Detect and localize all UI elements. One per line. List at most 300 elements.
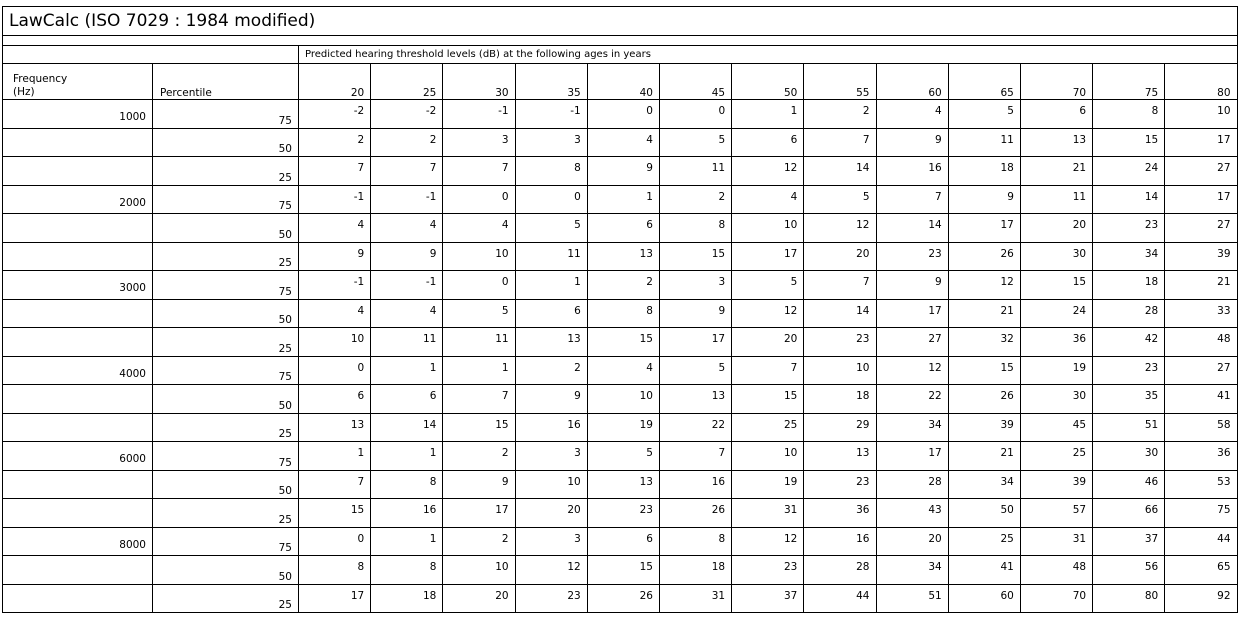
percentile-cell[interactable]: 75	[153, 185, 299, 214]
threshold-value-cell[interactable]: 11	[371, 328, 443, 357]
threshold-value-cell[interactable]: 92	[1165, 584, 1237, 613]
threshold-value-cell[interactable]: 14	[371, 413, 443, 442]
age-header[interactable]: 55	[804, 64, 876, 100]
threshold-value-cell[interactable]: 20	[515, 499, 587, 528]
threshold-value-cell[interactable]: 15	[732, 385, 804, 414]
percentile-cell[interactable]: 25	[153, 242, 299, 271]
table-row	[3, 214, 1238, 243]
threshold-value-cell[interactable]: 2	[443, 442, 515, 471]
threshold-value-cell[interactable]: 23	[515, 584, 587, 613]
caption-row	[3, 46, 1238, 64]
sheet-title[interactable]: LawCalc (ISO 7029 : 1984 modified)	[3, 7, 1238, 36]
percentile-cell[interactable]: 75	[153, 527, 299, 556]
table-row	[3, 328, 1238, 357]
threshold-value-cell[interactable]: 11	[1020, 185, 1092, 214]
threshold-value-cell[interactable]: 15	[659, 242, 731, 271]
threshold-value-cell[interactable]: -1	[443, 100, 515, 129]
age-header[interactable]: 80	[1165, 64, 1237, 100]
threshold-value-cell[interactable]: 34	[876, 556, 948, 585]
threshold-value-cell[interactable]: 5	[659, 128, 731, 157]
threshold-value-cell[interactable]: 15	[948, 356, 1020, 385]
threshold-value-cell[interactable]: 4	[299, 214, 371, 243]
threshold-value-cell[interactable]: 21	[948, 442, 1020, 471]
threshold-value-cell[interactable]: 80	[1093, 584, 1165, 613]
percentile-cell[interactable]: 50	[153, 214, 299, 243]
threshold-value-cell[interactable]: 41	[1165, 385, 1237, 414]
threshold-value-cell[interactable]: 23	[587, 499, 659, 528]
threshold-value-cell[interactable]: 8	[587, 299, 659, 328]
threshold-value-cell[interactable]: 31	[732, 499, 804, 528]
frequency-cell[interactable]	[3, 584, 153, 613]
threshold-value-cell[interactable]: 2	[587, 271, 659, 300]
threshold-value-cell[interactable]: 7	[804, 271, 876, 300]
threshold-value-cell[interactable]: 10	[443, 556, 515, 585]
threshold-value-cell[interactable]: 15	[299, 499, 371, 528]
threshold-value-cell[interactable]: 9	[299, 242, 371, 271]
percentile-cell[interactable]: 50	[153, 385, 299, 414]
threshold-value-cell[interactable]: 48	[1165, 328, 1237, 357]
frequency-cell[interactable]	[3, 128, 153, 157]
frequency-cell[interactable]	[3, 470, 153, 499]
threshold-value-cell[interactable]: 23	[1093, 214, 1165, 243]
table-caption[interactable]: Predicted hearing threshold levels (dB) at the following ages in years	[299, 46, 1238, 64]
threshold-value-cell[interactable]: 5	[804, 185, 876, 214]
threshold-value-cell[interactable]: 8	[299, 556, 371, 585]
threshold-value-cell[interactable]: 34	[948, 470, 1020, 499]
threshold-value-cell[interactable]: -2	[299, 100, 371, 129]
threshold-value-cell[interactable]: 17	[443, 499, 515, 528]
threshold-value-cell[interactable]: 12	[876, 356, 948, 385]
threshold-value-cell[interactable]: 4	[876, 100, 948, 129]
table-row	[3, 271, 1238, 300]
percentile-cell[interactable]: 50	[153, 556, 299, 585]
threshold-value-cell[interactable]: -1	[371, 185, 443, 214]
threshold-value-cell[interactable]: 44	[1165, 527, 1237, 556]
threshold-value-cell[interactable]: 39	[1165, 242, 1237, 271]
threshold-value-cell[interactable]: 13	[587, 242, 659, 271]
threshold-value-cell[interactable]: 14	[876, 214, 948, 243]
threshold-value-cell[interactable]: 9	[587, 157, 659, 186]
threshold-value-cell[interactable]: 6	[1020, 100, 1092, 129]
percentile-cell[interactable]: 50	[153, 128, 299, 157]
threshold-value-cell[interactable]: 5	[515, 214, 587, 243]
threshold-value-cell[interactable]: 36	[1020, 328, 1092, 357]
threshold-value-cell[interactable]: 8	[371, 556, 443, 585]
threshold-value-cell[interactable]: 56	[1093, 556, 1165, 585]
threshold-value-cell[interactable]: 1	[732, 100, 804, 129]
threshold-value-cell[interactable]: 6	[587, 527, 659, 556]
threshold-value-cell[interactable]: 19	[732, 470, 804, 499]
percentile-header[interactable]: Percentile	[153, 64, 299, 100]
threshold-value-cell[interactable]: 37	[1093, 527, 1165, 556]
threshold-value-cell[interactable]: -1	[515, 100, 587, 129]
threshold-value-cell[interactable]: 5	[443, 299, 515, 328]
threshold-value-cell[interactable]: 30	[1093, 442, 1165, 471]
threshold-value-cell[interactable]: 15	[1020, 271, 1092, 300]
threshold-value-cell[interactable]: 12	[804, 214, 876, 243]
threshold-value-cell[interactable]: 29	[804, 413, 876, 442]
threshold-value-cell[interactable]: 16	[515, 413, 587, 442]
threshold-value-cell[interactable]: 11	[443, 328, 515, 357]
threshold-value-cell[interactable]: 12	[515, 556, 587, 585]
threshold-value-cell[interactable]: 20	[876, 527, 948, 556]
threshold-value-cell[interactable]: 25	[732, 413, 804, 442]
threshold-value-cell[interactable]: 12	[732, 299, 804, 328]
threshold-value-cell[interactable]: 26	[948, 242, 1020, 271]
frequency-cell[interactable]	[3, 413, 153, 442]
threshold-value-cell[interactable]: 28	[1093, 299, 1165, 328]
threshold-value-cell[interactable]: 75	[1165, 499, 1237, 528]
threshold-value-cell[interactable]: 27	[1165, 356, 1237, 385]
threshold-value-cell[interactable]: 31	[1020, 527, 1092, 556]
frequency-cell[interactable]: 8000	[3, 527, 153, 556]
frequency-cell[interactable]: 6000	[3, 442, 153, 471]
threshold-value-cell[interactable]: 13	[1020, 128, 1092, 157]
threshold-value-cell[interactable]: 13	[659, 385, 731, 414]
threshold-value-cell[interactable]: 5	[732, 271, 804, 300]
threshold-value-cell[interactable]: 21	[948, 299, 1020, 328]
caption-spacer-cell[interactable]	[3, 46, 299, 64]
threshold-value-cell[interactable]: 42	[1093, 328, 1165, 357]
threshold-value-cell[interactable]: -2	[371, 100, 443, 129]
threshold-value-cell[interactable]: 4	[587, 128, 659, 157]
frequency-cell[interactable]	[3, 385, 153, 414]
threshold-value-cell[interactable]: 17	[659, 328, 731, 357]
percentile-cell[interactable]: 75	[153, 100, 299, 129]
threshold-value-cell[interactable]: 30	[1020, 385, 1092, 414]
threshold-value-cell[interactable]: 17	[1165, 128, 1237, 157]
threshold-value-cell[interactable]: 6	[371, 385, 443, 414]
threshold-value-cell[interactable]: 4	[732, 185, 804, 214]
threshold-value-cell[interactable]: 24	[1093, 157, 1165, 186]
threshold-value-cell[interactable]: 27	[876, 328, 948, 357]
threshold-value-cell[interactable]: 2	[659, 185, 731, 214]
threshold-value-cell[interactable]: 26	[659, 499, 731, 528]
threshold-value-cell[interactable]: 4	[371, 299, 443, 328]
percentile-cell[interactable]: 75	[153, 271, 299, 300]
threshold-value-cell[interactable]: 27	[1165, 157, 1237, 186]
threshold-value-cell[interactable]: 15	[587, 556, 659, 585]
threshold-value-cell[interactable]: 31	[659, 584, 731, 613]
threshold-value-cell[interactable]: 10	[732, 442, 804, 471]
threshold-value-cell[interactable]: 21	[1165, 271, 1237, 300]
age-header[interactable]: 45	[659, 64, 731, 100]
threshold-value-cell[interactable]: 23	[876, 242, 948, 271]
percentile-cell[interactable]: 25	[153, 328, 299, 357]
threshold-value-cell[interactable]: 7	[299, 470, 371, 499]
percentile-cell[interactable]: 50	[153, 470, 299, 499]
threshold-value-cell[interactable]: 16	[876, 157, 948, 186]
threshold-value-cell[interactable]: 19	[587, 413, 659, 442]
threshold-value-cell[interactable]: 17	[876, 299, 948, 328]
percentile-cell[interactable]: 50	[153, 299, 299, 328]
threshold-value-cell[interactable]: 14	[804, 299, 876, 328]
threshold-value-cell[interactable]: 5	[587, 442, 659, 471]
threshold-value-cell[interactable]: 10	[804, 356, 876, 385]
threshold-value-cell[interactable]: 46	[1093, 470, 1165, 499]
threshold-value-cell[interactable]: 4	[371, 214, 443, 243]
age-header[interactable]: 30	[443, 64, 515, 100]
threshold-value-cell[interactable]: 18	[371, 584, 443, 613]
threshold-value-cell[interactable]: 28	[804, 556, 876, 585]
age-header[interactable]: 35	[515, 64, 587, 100]
threshold-value-cell[interactable]: 17	[299, 584, 371, 613]
percentile-cell[interactable]: 75	[153, 442, 299, 471]
table-row	[3, 584, 1238, 613]
threshold-value-cell[interactable]: 10	[443, 242, 515, 271]
threshold-value-cell[interactable]: 1	[371, 356, 443, 385]
threshold-value-cell[interactable]: 70	[1020, 584, 1092, 613]
threshold-value-cell[interactable]: 8	[371, 470, 443, 499]
threshold-value-cell[interactable]: 14	[804, 157, 876, 186]
threshold-value-cell[interactable]: 0	[587, 100, 659, 129]
threshold-value-cell[interactable]: 13	[804, 442, 876, 471]
threshold-value-cell[interactable]: 4	[299, 299, 371, 328]
frequency-cell[interactable]	[3, 499, 153, 528]
table-row	[3, 242, 1238, 271]
threshold-value-cell[interactable]: 6	[299, 385, 371, 414]
blank-row	[3, 36, 1238, 46]
threshold-value-cell[interactable]: 0	[443, 185, 515, 214]
threshold-value-cell[interactable]: 1	[443, 356, 515, 385]
threshold-value-cell[interactable]: 13	[299, 413, 371, 442]
threshold-value-cell[interactable]: 6	[515, 299, 587, 328]
frequency-cell[interactable]	[3, 299, 153, 328]
threshold-value-cell[interactable]: 10	[1165, 100, 1237, 129]
threshold-value-cell[interactable]: 48	[1020, 556, 1092, 585]
threshold-value-cell[interactable]: 10	[515, 470, 587, 499]
threshold-value-cell[interactable]: 1	[515, 271, 587, 300]
threshold-value-cell[interactable]: 44	[804, 584, 876, 613]
threshold-value-cell[interactable]: 9	[659, 299, 731, 328]
threshold-value-cell[interactable]: 12	[732, 157, 804, 186]
age-header[interactable]: 50	[732, 64, 804, 100]
threshold-value-cell[interactable]: 45	[1020, 413, 1092, 442]
threshold-value-cell[interactable]: 34	[1093, 242, 1165, 271]
threshold-value-cell[interactable]: 18	[659, 556, 731, 585]
threshold-value-cell[interactable]: 12	[948, 271, 1020, 300]
threshold-value-cell[interactable]: 4	[587, 356, 659, 385]
table-row	[3, 100, 1238, 129]
age-header[interactable]: 60	[876, 64, 948, 100]
title-row	[3, 7, 1238, 36]
threshold-value-cell[interactable]: 15	[1093, 128, 1165, 157]
threshold-value-cell[interactable]: 7	[371, 157, 443, 186]
threshold-value-cell[interactable]: 17	[1165, 185, 1237, 214]
age-header[interactable]: 25	[371, 64, 443, 100]
threshold-value-cell[interactable]: 18	[804, 385, 876, 414]
threshold-value-cell[interactable]: 66	[1093, 499, 1165, 528]
threshold-value-cell[interactable]: 1	[371, 527, 443, 556]
threshold-value-cell[interactable]: 16	[371, 499, 443, 528]
age-header[interactable]: 20	[299, 64, 371, 100]
threshold-value-cell[interactable]: 39	[1020, 470, 1092, 499]
threshold-value-cell[interactable]: 6	[587, 214, 659, 243]
threshold-value-cell[interactable]: 12	[732, 527, 804, 556]
threshold-value-cell[interactable]: 7	[443, 385, 515, 414]
threshold-value-cell[interactable]: 18	[1093, 271, 1165, 300]
frequency-cell[interactable]: 3000	[3, 271, 153, 300]
threshold-value-cell[interactable]: 1	[299, 442, 371, 471]
threshold-value-cell[interactable]: 22	[659, 413, 731, 442]
threshold-value-cell[interactable]: 7	[299, 157, 371, 186]
blank-cell[interactable]	[3, 36, 1238, 46]
threshold-value-cell[interactable]: 37	[732, 584, 804, 613]
percentile-cell[interactable]: 25	[153, 499, 299, 528]
threshold-value-cell[interactable]: 33	[1165, 299, 1237, 328]
threshold-value-cell[interactable]: 19	[1020, 356, 1092, 385]
threshold-value-cell[interactable]: 23	[804, 470, 876, 499]
threshold-value-cell[interactable]: 20	[804, 242, 876, 271]
frequency-cell[interactable]	[3, 242, 153, 271]
threshold-value-cell[interactable]: 2	[515, 356, 587, 385]
threshold-value-cell[interactable]: 7	[659, 442, 731, 471]
threshold-value-cell[interactable]: 6	[732, 128, 804, 157]
threshold-value-cell[interactable]: 16	[804, 527, 876, 556]
threshold-value-cell[interactable]: 8	[515, 157, 587, 186]
threshold-value-cell[interactable]: 51	[1093, 413, 1165, 442]
age-header[interactable]: 70	[1020, 64, 1092, 100]
threshold-value-cell[interactable]: 17	[732, 242, 804, 271]
threshold-value-cell[interactable]: 5	[948, 100, 1020, 129]
threshold-value-cell[interactable]: 20	[732, 328, 804, 357]
frequency-header[interactable]	[3, 64, 153, 100]
frequency-cell[interactable]	[3, 157, 153, 186]
table-row	[3, 299, 1238, 328]
threshold-value-cell[interactable]: 25	[1020, 442, 1092, 471]
threshold-value-cell[interactable]: 53	[1165, 470, 1237, 499]
threshold-value-cell[interactable]: 36	[1165, 442, 1237, 471]
threshold-value-cell[interactable]: 27	[1165, 214, 1237, 243]
threshold-value-cell[interactable]: 32	[948, 328, 1020, 357]
threshold-value-cell[interactable]: 2	[443, 527, 515, 556]
threshold-value-cell[interactable]: 9	[876, 271, 948, 300]
threshold-value-cell[interactable]: 10	[587, 385, 659, 414]
threshold-value-cell[interactable]: 26	[587, 584, 659, 613]
threshold-value-cell[interactable]: 11	[515, 242, 587, 271]
percentile-cell[interactable]: 25	[153, 413, 299, 442]
threshold-value-cell[interactable]: -1	[299, 271, 371, 300]
threshold-value-cell[interactable]: 20	[1020, 214, 1092, 243]
frequency-cell[interactable]	[3, 556, 153, 585]
threshold-value-cell[interactable]: 11	[659, 157, 731, 186]
threshold-value-cell[interactable]: 2	[804, 100, 876, 129]
threshold-value-cell[interactable]: 2	[299, 128, 371, 157]
threshold-value-cell[interactable]: 20	[443, 584, 515, 613]
age-header[interactable]: 65	[948, 64, 1020, 100]
threshold-value-cell[interactable]: 0	[515, 185, 587, 214]
threshold-value-cell[interactable]: 14	[1093, 185, 1165, 214]
threshold-value-cell[interactable]: 8	[659, 214, 731, 243]
threshold-value-cell[interactable]: 9	[876, 128, 948, 157]
threshold-value-cell[interactable]: 13	[515, 328, 587, 357]
threshold-value-cell[interactable]: 30	[1020, 242, 1092, 271]
threshold-value-cell[interactable]: 58	[1165, 413, 1237, 442]
threshold-value-cell[interactable]: 28	[876, 470, 948, 499]
threshold-value-cell[interactable]: 36	[804, 499, 876, 528]
threshold-value-cell[interactable]: 10	[299, 328, 371, 357]
threshold-value-cell[interactable]: 10	[732, 214, 804, 243]
threshold-value-cell[interactable]: 22	[876, 385, 948, 414]
threshold-value-cell[interactable]: 21	[1020, 157, 1092, 186]
threshold-value-cell[interactable]: 23	[732, 556, 804, 585]
frequency-cell[interactable]: 4000	[3, 356, 153, 385]
threshold-value-cell[interactable]: 3	[443, 128, 515, 157]
threshold-value-cell[interactable]: 13	[587, 470, 659, 499]
percentile-cell[interactable]: 25	[153, 584, 299, 613]
percentile-cell[interactable]: 25	[153, 157, 299, 186]
threshold-value-cell[interactable]: 35	[1093, 385, 1165, 414]
threshold-value-cell[interactable]: 26	[948, 385, 1020, 414]
threshold-value-cell[interactable]: -1	[299, 185, 371, 214]
threshold-value-cell[interactable]: -1	[371, 271, 443, 300]
threshold-value-cell[interactable]: 41	[948, 556, 1020, 585]
threshold-value-cell[interactable]: 7	[876, 185, 948, 214]
threshold-value-cell[interactable]: 0	[443, 271, 515, 300]
threshold-value-cell[interactable]: 50	[948, 499, 1020, 528]
threshold-value-cell[interactable]: 24	[1020, 299, 1092, 328]
threshold-value-cell[interactable]: 9	[443, 470, 515, 499]
age-header[interactable]: 75	[1093, 64, 1165, 100]
threshold-value-cell[interactable]: 8	[1093, 100, 1165, 129]
threshold-value-cell[interactable]: 0	[299, 527, 371, 556]
threshold-value-cell[interactable]: 1	[371, 442, 443, 471]
percentile-cell[interactable]: 75	[153, 356, 299, 385]
threshold-value-cell[interactable]: 1	[587, 185, 659, 214]
frequency-cell[interactable]: 1000	[3, 100, 153, 129]
threshold-value-cell[interactable]: 3	[515, 527, 587, 556]
threshold-value-cell[interactable]: 3	[515, 442, 587, 471]
age-header[interactable]: 40	[587, 64, 659, 100]
threshold-value-cell[interactable]: 7	[443, 157, 515, 186]
frequency-cell[interactable]	[3, 328, 153, 357]
threshold-value-cell[interactable]: 0	[299, 356, 371, 385]
threshold-value-cell[interactable]: 25	[948, 527, 1020, 556]
threshold-value-cell[interactable]: 5	[659, 356, 731, 385]
threshold-value-cell[interactable]: 65	[1165, 556, 1237, 585]
threshold-value-cell[interactable]: 17	[948, 214, 1020, 243]
threshold-value-cell[interactable]: 51	[876, 584, 948, 613]
threshold-value-cell[interactable]: 9	[371, 242, 443, 271]
threshold-value-cell[interactable]: 60	[948, 584, 1020, 613]
frequency-cell[interactable]	[3, 214, 153, 243]
threshold-value-cell[interactable]: 18	[948, 157, 1020, 186]
threshold-value-cell[interactable]: 34	[876, 413, 948, 442]
threshold-value-cell[interactable]: 2	[371, 128, 443, 157]
threshold-value-cell[interactable]: 57	[1020, 499, 1092, 528]
table-row	[3, 413, 1238, 442]
threshold-value-cell[interactable]: 23	[1093, 356, 1165, 385]
threshold-value-cell[interactable]: 23	[804, 328, 876, 357]
threshold-value-cell[interactable]: 15	[587, 328, 659, 357]
threshold-value-cell[interactable]: 11	[948, 128, 1020, 157]
threshold-value-cell[interactable]: 43	[876, 499, 948, 528]
threshold-value-cell[interactable]: 3	[659, 271, 731, 300]
threshold-value-cell[interactable]: 7	[732, 356, 804, 385]
threshold-value-cell[interactable]: 39	[948, 413, 1020, 442]
threshold-value-cell[interactable]: 17	[876, 442, 948, 471]
threshold-value-cell[interactable]: 7	[804, 128, 876, 157]
threshold-value-cell[interactable]: 9	[948, 185, 1020, 214]
threshold-value-cell[interactable]: 8	[659, 527, 731, 556]
threshold-value-cell[interactable]: 4	[443, 214, 515, 243]
threshold-value-cell[interactable]: 15	[443, 413, 515, 442]
threshold-value-cell[interactable]: 0	[659, 100, 731, 129]
frequency-cell[interactable]: 2000	[3, 185, 153, 214]
threshold-value-cell[interactable]: 3	[515, 128, 587, 157]
threshold-value-cell[interactable]: 9	[515, 385, 587, 414]
threshold-value-cell[interactable]: 16	[659, 470, 731, 499]
